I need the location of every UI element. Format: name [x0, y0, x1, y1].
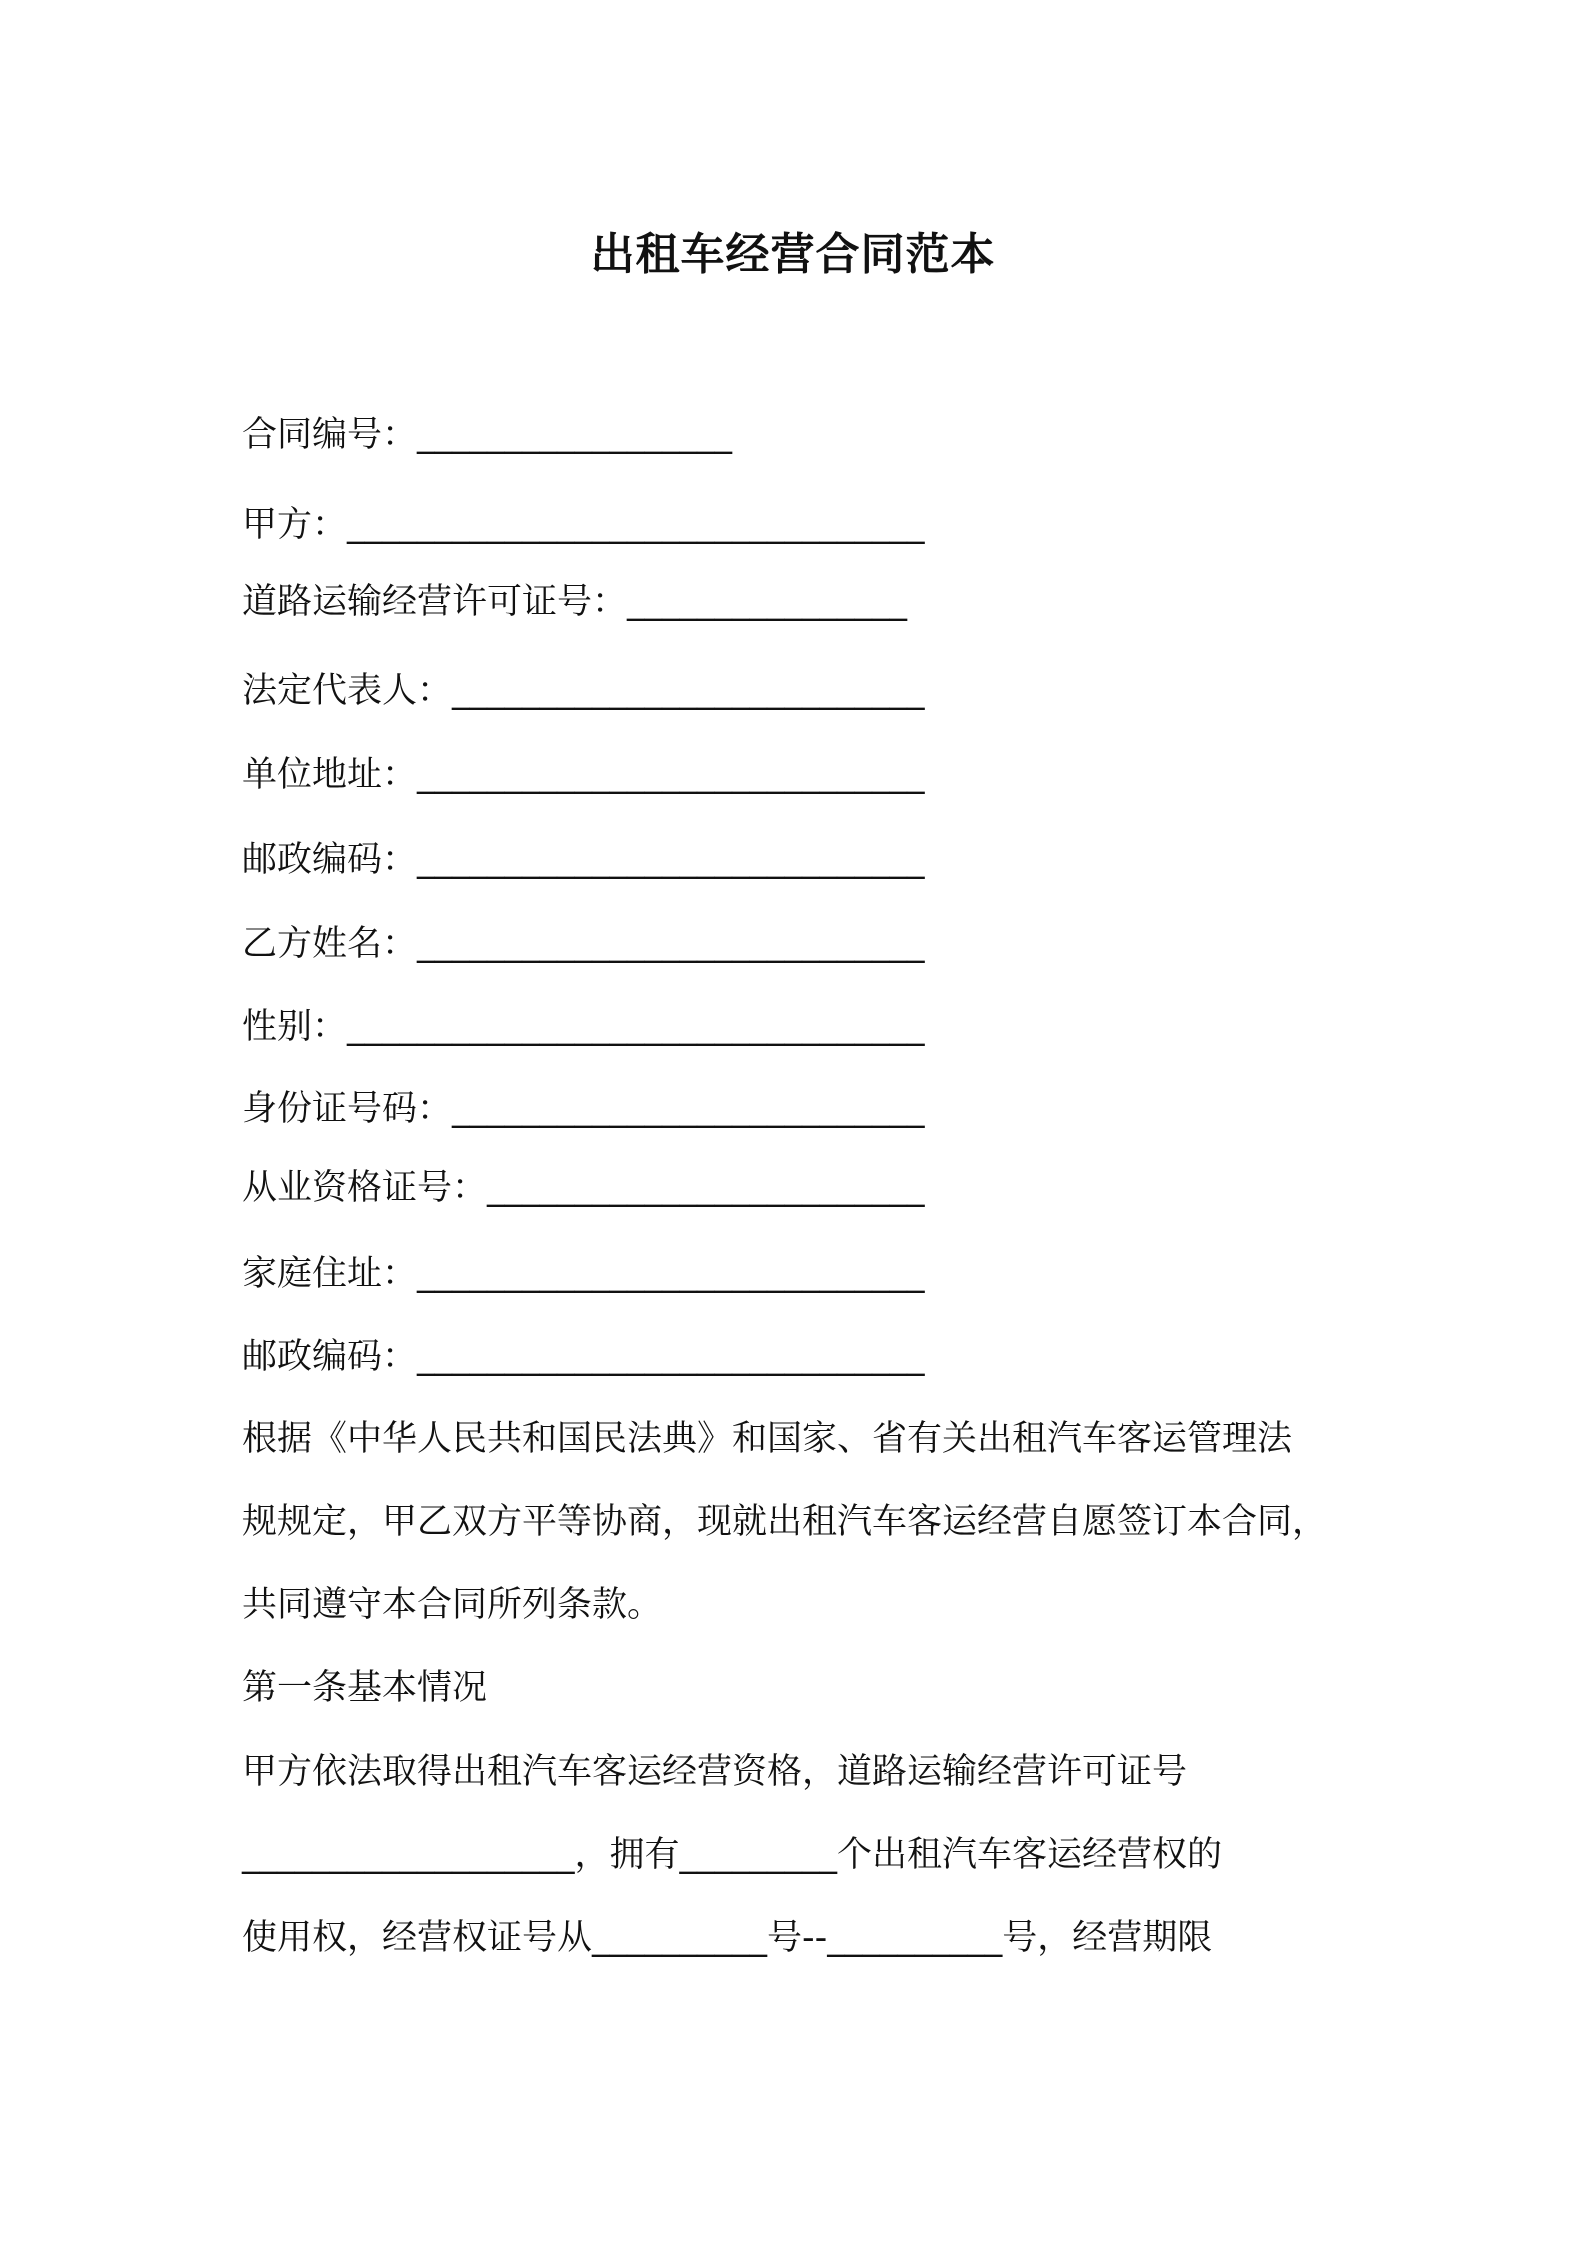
field-postal-code-b: [242, 1335, 925, 1379]
field-blank: ________________: [627, 582, 908, 622]
field-blank: _________________________: [487, 1168, 925, 1208]
article-title: 第一条基本情况: [242, 1668, 488, 1708]
field-party-b-name: [242, 922, 925, 966]
field-blank: _________________________________: [347, 505, 925, 545]
field-blank: _____________________________: [417, 1254, 925, 1294]
field-label: 家庭住址：: [242, 1254, 418, 1294]
field-label: 乙方姓名：: [242, 924, 418, 964]
field-label: 邮政编码：: [242, 840, 418, 880]
field-label: 从业资格证号：: [242, 1168, 488, 1208]
field-label: 邮政编码：: [242, 1337, 418, 1377]
field-company-address: [242, 753, 925, 797]
paragraph-line: 共同遵守本合同所列条款。: [242, 1585, 663, 1625]
field-party-a: [242, 503, 925, 547]
field-gender: [242, 1005, 925, 1049]
document-title: 出租车经营合同范本: [590, 229, 996, 280]
field-id-number: [242, 1087, 925, 1131]
article-line: ___________________，拥有_________个出租汽车客运经营权的: [242, 1835, 1223, 1875]
field-postal-code-a: [242, 838, 925, 882]
field-label: 合同编号：: [242, 415, 418, 455]
field-blank: ___________________________: [452, 1089, 925, 1129]
field-blank: ___________________________: [452, 671, 925, 711]
field-legal-representative: [242, 669, 925, 713]
field-blank: _____________________________: [417, 840, 925, 880]
field-label: 法定代表人：: [242, 671, 453, 711]
paragraph-line: 规规定，甲乙双方平等协商，现就出租汽车客运经营自愿签订本合同，: [242, 1502, 1328, 1542]
field-blank: _________________________________: [347, 1007, 925, 1047]
field-blank: _____________________________: [417, 924, 925, 964]
field-label: 性别：: [242, 1007, 348, 1047]
article-line: 甲方依法取得出租汽车客运经营资格，道路运输经营许可证号: [242, 1752, 1188, 1792]
field-blank: _____________________________: [417, 755, 925, 795]
field-contract-number: [242, 413, 732, 457]
field-home-address: [242, 1252, 925, 1296]
field-label: 甲方：: [242, 505, 348, 545]
paragraph-line: 根据《中华人民共和国民法典》和国家、省有关出租汽车客运管理法: [242, 1419, 1293, 1459]
field-blank: _____________________________: [417, 1337, 925, 1377]
field-qualification-number: [242, 1166, 925, 1210]
field-label: 道路运输经营许可证号：: [242, 582, 628, 622]
article-line: 使用权，经营权证号从__________号--__________号，经营期限: [242, 1918, 1213, 1958]
field-label: 身份证号码：: [242, 1089, 453, 1129]
field-blank: __________________: [417, 415, 733, 455]
field-label: 单位地址：: [242, 755, 418, 795]
field-transport-license: [242, 580, 907, 624]
